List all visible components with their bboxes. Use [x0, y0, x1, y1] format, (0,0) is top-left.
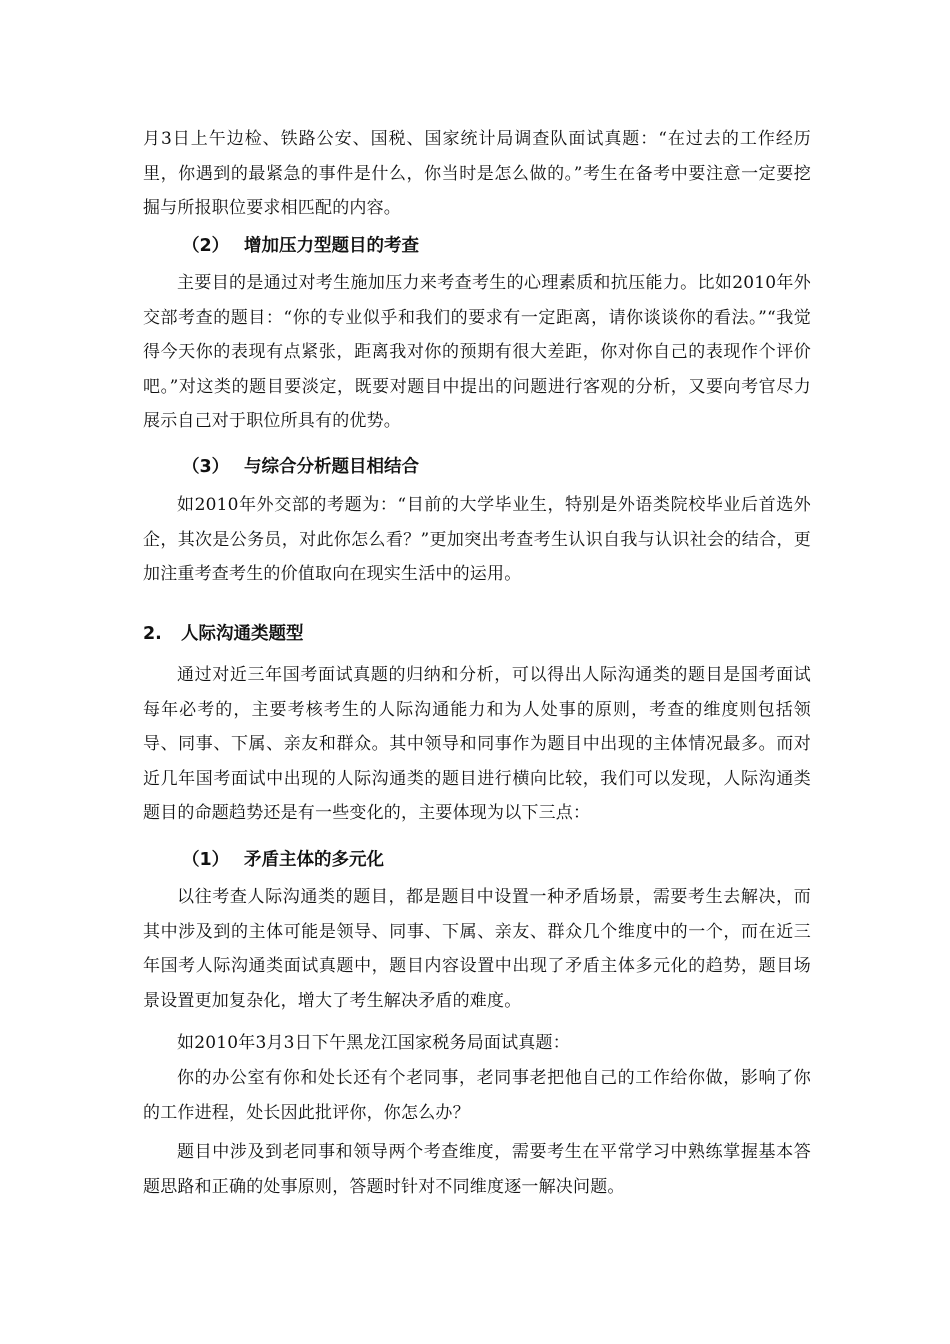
- subheading-number: （2）: [182, 236, 230, 256]
- section-heading-interpersonal: [143, 621, 304, 647]
- interpersonal-paragraph: 通过对近三年国考面试真题的归纳和分析，可以得出人际沟通类的题目是国考面试每年必考的，主要考核考生的人际沟通能力和为人处事的原则，考查的维度则包括领导、同事、下属、亲友和群众。其中领导和同事作为题目中出现的主体情况最多。而对近几年国考面试中出现的人际沟通类的题目进行横向比较，我们可以发现，人际沟通类题目的命题趋势还是有一些变化的，主要体现为以下三点：: [143, 665, 811, 823]
- subheading-title: 与综合分析题目相结合: [244, 457, 419, 477]
- section-number: 2.: [143, 624, 162, 644]
- subheading-title: 增加压力型题目的考查: [244, 236, 419, 256]
- example-analysis-paragraph: 题目中涉及到老同事和领导两个考查维度，需要考生在平常学习中熟练掌握基本答题思路和正确的处事原则，答题时针对不同维度逐一解决问题。: [143, 1142, 811, 1197]
- subheading-diverse-subjects: [182, 847, 384, 873]
- example-intro-paragraph: 如2010年3月3日下午黑龙江国家税务局面试真题：: [177, 1033, 570, 1053]
- diverse-subjects-paragraph: 以往考查人际沟通类的题目，都是题目中设置一种矛盾场景，需要考生去解决，而其中涉及到的主体可能是领导、同事、下属、亲友、群众几个维度中的一个，而在近三年国考人际沟通类面试真题中，题目内容设置中出现了矛盾主体多元化的趋势，题目场景设置更加复杂化，增大了考生解决矛盾的难度。: [143, 887, 811, 1011]
- subheading-number: （3）: [182, 457, 230, 477]
- subheading-pressure-questions: [182, 233, 419, 259]
- comprehensive-paragraph: 如2010年外交部的考题为：“目前的大学毕业生，特别是外语类院校毕业后首选外企，其次是公务员，对此你怎么看？”更加突出考查考生认识自我与认识社会的结合，更加注重考查考生的价值取向在现实生活中的运用。: [143, 495, 811, 584]
- pressure-paragraph: 主要目的是通过对考生施加压力来考查考生的心理素质和抗压能力。比如2010年外交部考查的题目：“你的专业似乎和我们的要求有一定距离，请你谈谈你的看法。”“我觉得今天你的表现有点紧张，距离我对你的预期有很大差距，你对你自己的表现作个评价吧。”对这类的题目要淡定，既要对题目中提出的问题进行客观的分析，又要向考官尽力展示自己对于职位所具有的优势。: [143, 273, 811, 431]
- example-question-paragraph: 你的办公室有你和处长还有个老同事，老同事老把他自己的工作给你做，影响了你的工作进程，处长因此批评你，你怎么办？: [143, 1068, 811, 1123]
- section-title: 人际沟通类题型: [181, 624, 304, 644]
- subheading-comprehensive-analysis: [182, 454, 419, 480]
- subheading-number: （1）: [182, 850, 230, 870]
- intro-paragraph: 月3日上午边检、铁路公安、国税、国家统计局调查队面试真题：“在过去的工作经历里，你遇到的最紧急的事件是什么，你当时是怎么做的。”考生在备考中要注意一定要挖掘与所报职位要求相匹配的内容。: [143, 129, 811, 218]
- subheading-title: 矛盾主体的多元化: [244, 850, 384, 870]
